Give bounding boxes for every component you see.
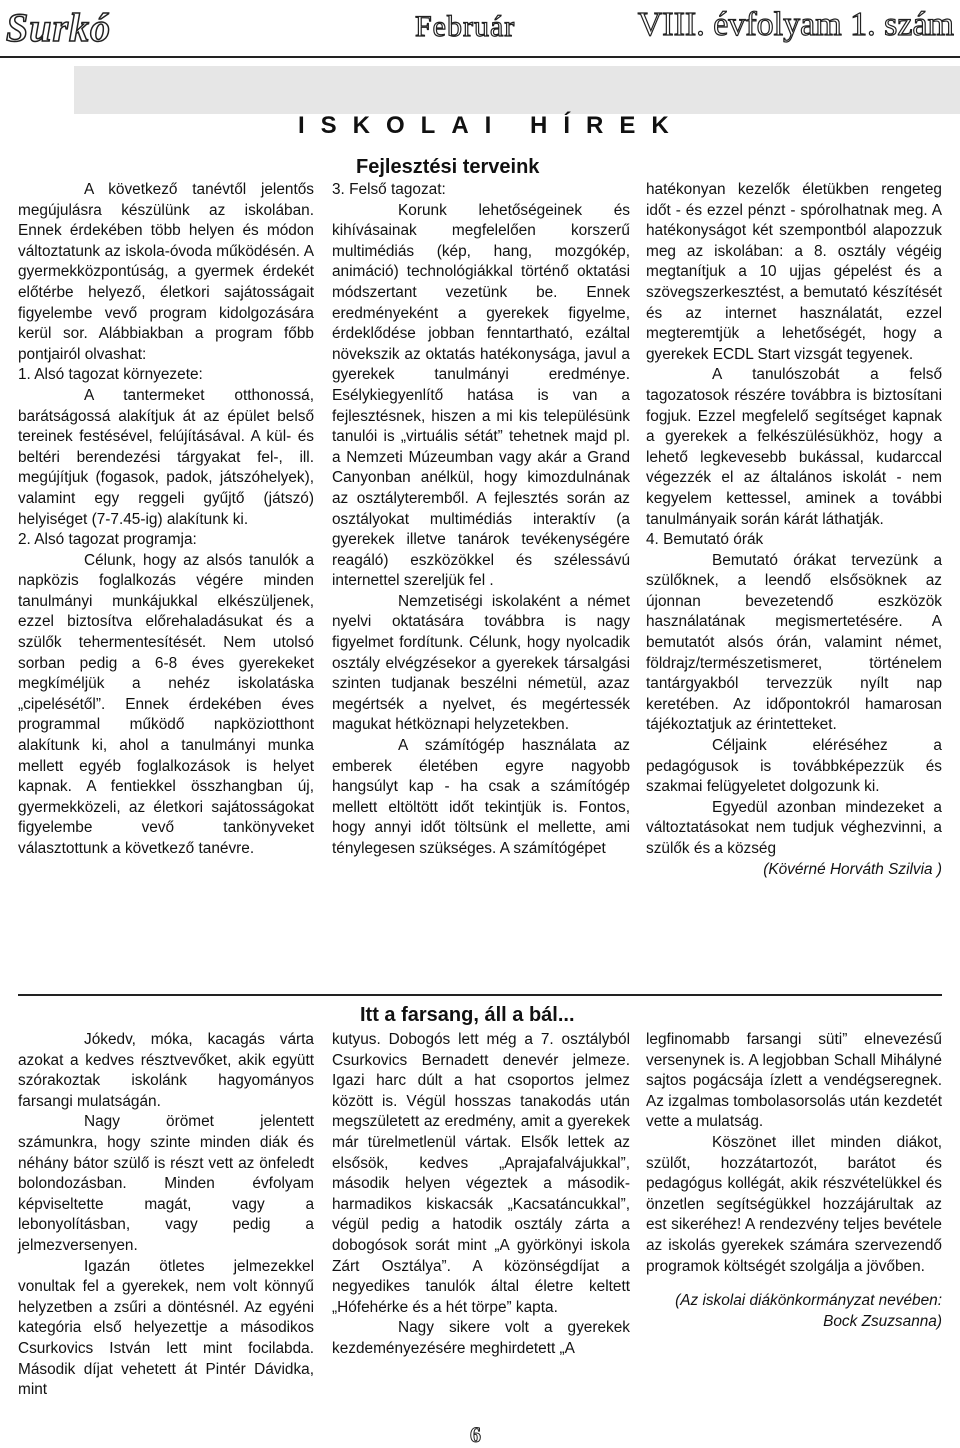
paragraph: Nagy örömet jelentett számunkra, hogy szinte minden diák és néhány bátor szülő is részt vett az önfeledt bolondozásban. Minden évfolyam képviseltette magát, vagy a lebonyolításban, vagy pedig a jelmezversenyen. <box>18 1113 314 1254</box>
paragraph: Céljaink eléréséhez a pedagógusok is továbbképezzük és szakmai felügyeletet dolgozunk ki. <box>646 737 942 796</box>
article1-column-3 <box>646 180 942 880</box>
paragraph: legfinomabb farsangi süti” elnevezésű versenynek is. A legjobban Schall Mihályné sajtos pogácsája ízlett a vendégseregnek. Az izgalmas tombolasorsolás után kezdetét vette a mulatság. <box>646 1031 942 1131</box>
paragraph: Korunk lehetőségeinek és kihívásainak megfelelően korszerű multimédiás (kép, hang, mozgókép, animáció) technológiákkal történő oktatási módszertant vezetünk be. Ennek eredményeként a gyerekek figyelme, érdeklődése jobban fenntartható, ezáltal növekszik az oktatás hatékonysága, javul a gyerekek tanulmányi eredménye. Esélykiegyenlítő hatása is van a fejlesztésnek, hiszen a mi kis településünk tanulói is „virtuális sétát” tehetnek majd pl. a Nemzeti Múzeumban vagy akár a Grand Canyonban anélkül, hogy kimozdulnának az osztályteremből. A fejlesztés során az osztályokat multimédiás interaktív (a gyerekek illetve tanárok tevékenységére reagáló) eszközökkel és szélessávú internettel szereljük fel . <box>332 201 630 590</box>
article-title-farsang: Itt a farsang, áll a bál... <box>360 1004 575 1026</box>
article-separator <box>18 994 942 996</box>
paragraph: Igazán ötletes jelmezekkel vonultak fel a gyerekek, nem volt könnyű helyzetben a zsűri a döntésnél. Az egyéni kategória első helyezettje a másodikos Csurkovics István lett mint focilabda. Második díjat vehetett át Pintér Dávidka, mint <box>18 1257 314 1399</box>
paragraph: Köszönet illet minden diákot, szülőt, hozzátartozót, barátot és pedagógus kollégát, akik részvételükkel és önzetlen segítségükkel hozzájárultak az est sikeréhez! A rendezvény teljes bevétele az iskolás gyerekek számára szervezendő programok költségét szolgálja a jövőben. <box>646 1133 942 1275</box>
header-rule <box>0 56 960 58</box>
paragraph: Egyedül azonban mindezeket a változtatásokat nem tudjuk véghezvinni, a szülők és a község <box>646 798 942 857</box>
section-band <box>74 66 960 114</box>
subheading: 1. Alsó tagozat környezete: <box>18 366 203 384</box>
author-signature: (Az iskolai diákönkormányzat nevében: Bock Zsuzsanna) <box>675 1292 942 1330</box>
surko-logo: Surkó <box>6 5 112 50</box>
issue-month: Február <box>415 10 516 43</box>
article-title-fejlesztesi: Fejlesztési terveink <box>356 156 540 178</box>
subheading: 4. Bemutató órák <box>646 531 764 549</box>
article2-column-1 <box>18 1030 314 1401</box>
paragraph: A tantermeket otthonossá, barátságossá alakítjuk át az épület belső tereinek festésével, felújításával. A kül- és beltéri berendezési tárgyakat fel-, ill. megújítjuk (fogasok, padok, játszóhelyek), valamint egy reggeli gyűjtő (játszó) helyiséget (7-7.45-ig) alakítunk ki. <box>18 386 314 528</box>
paragraph: Nagy sikere volt a gyerekek kezdeményezésére meghirdetett „A <box>332 1319 630 1357</box>
paragraph: Nemzetiségi iskolaként a német nyelvi oktatására továbbra is nagy figyelmet fordítunk. Célunk, hogy nyolcadik osztály elvégzésekor a gyerekek társalgási szinten tudjanak beszélni németül, azaz megértsék a nyelvet, és megértessék magukat hétköznapi helyzetekben. <box>332 592 630 734</box>
article2-column-3 <box>646 1030 942 1332</box>
issue-number: VIII. évfolyam 1. szám <box>637 6 954 43</box>
paragraph: A tanulószobát a felső tagozatosok részére továbbra is biztosítani fogjuk. Ezzel megfelelő segítséget kapnak a gyerekek a felkészülésükhöz, hogy a lehető legkevesebb bukással, kudarccal végezzék el az általános iskolát - nem kegyelem kettessel, aminek a további tanulmányaik során kárát láthatják. <box>646 366 942 528</box>
page-header <box>0 0 960 56</box>
paragraph: Célunk, hogy az alsós tanulók a napközis foglalkozás végére minden tanulmányi munkájukkal elkészüljenek, ezzel biztosítva előrehaladásukat és a szülők tehermentesítését. Nem utolsó sorban pedig a 6-8 éves gyerekeket megkíméljük a nehéz iskolatáska „cipelésétől”. Ennek érdekében éves programmal működő napköziotthont alakítunk ki, ahol a tanulmányi munka mellett egyéb foglalkozások is helyet kapnak. A fentiekkel összhangban új, gyermekközeli, az életkori sajátosságokat figyelembe vevő tankönyveket választottunk a következő tanévre. <box>18 551 314 857</box>
paragraph: A következő tanévtől jelentős megújulásra készülünk az iskolában. Ennek érdekében több helyen és módon változtatunk az iskola-óvoda működésén. A gyermekközpontúság, a gyermek érdekét előtérbe helyező, életkori sajátosságait figyelembe vevő program kidolgozására kerül sor. Alábbiakban a program főbb pontjairól olvashat: <box>18 181 314 363</box>
subheading: 2. Alsó tagozat programja: <box>18 531 197 549</box>
article2-column-2 <box>332 1030 630 1360</box>
page-number: 6 <box>470 1422 481 1447</box>
paragraph: Jókedv, móka, kacagás várta azokat a kedves résztvevőket, akik együtt szórakoztak iskolánk hagyományos farsangi mulatságán. <box>18 1031 314 1110</box>
paragraph: Bemutató órákat tervezünk a szülőknek, a leendő elsősöknek az újonnan bevezetendő eszközök használatának megismertetésére. A bemutatót alsós órán, valamint német, földrajz/természetismeret, történelem tantárgyakból tervezzük nyílt nap keretében. Az időpontokról hamarosan tájékoztatjuk az érintetteket. <box>646 551 942 734</box>
paragraph: kutyus. Dobogós lett még a 7. osztályból Csurkovics Bernadett denevér jelmeze. Igazi harc dúlt a hat csoportos jelmez között is. Végül hosszas tanakodás után megszületett az eredmény, amit a gyerekek már türelmetlenül vártak. Elsők lettek az elsősök, kedves „Aprajafalvájukkal”, második helyen végeztek a második-harmadikos kiskacsák „Kacsatáncukkal”, végül pedig a hatodik osztály zárta a dobogósok sorát mint „A györkönyi iskola Zárt Osztálya”. A közönségdíjat a negyedikes tanulók által életre keltett „Hófehérke és a hét törpe” kapta. <box>332 1031 630 1316</box>
article1-column-1 <box>18 180 314 860</box>
article1-column-2 <box>332 180 630 860</box>
section-title: ISKOLAI HÍREK <box>298 112 685 139</box>
subheading: 3. Felső tagozat: <box>332 181 446 198</box>
author-signature: (Kövérné Horváth Szilvia ) <box>763 860 942 878</box>
paragraph: A számítógép használata az emberek életében egyre nagyobb hangsúlyt kap - ha csak a számítógép mellett eltöltött időt tekintjük is. Fontos, hogy annyi időt töltsünk el mellette, ami ténylegesen szükséges. A számítógépet <box>332 737 630 857</box>
paragraph: hatékonyan kezelők életükben rengeteg időt - és ezzel pénzt - spórolhatnak meg. A hatékonyságot két szempontból alapozzuk meg az iskolában: a 8. osztály végéig megtanítjuk a 10 ujjas gépelést és a szövegszerkesztést, a bemutató készítését és az internet használatát, ezzel megteremtjük a lehetőségét, hogy a gyerekek ECDL Start vizsgát tegyenek. <box>646 181 942 363</box>
